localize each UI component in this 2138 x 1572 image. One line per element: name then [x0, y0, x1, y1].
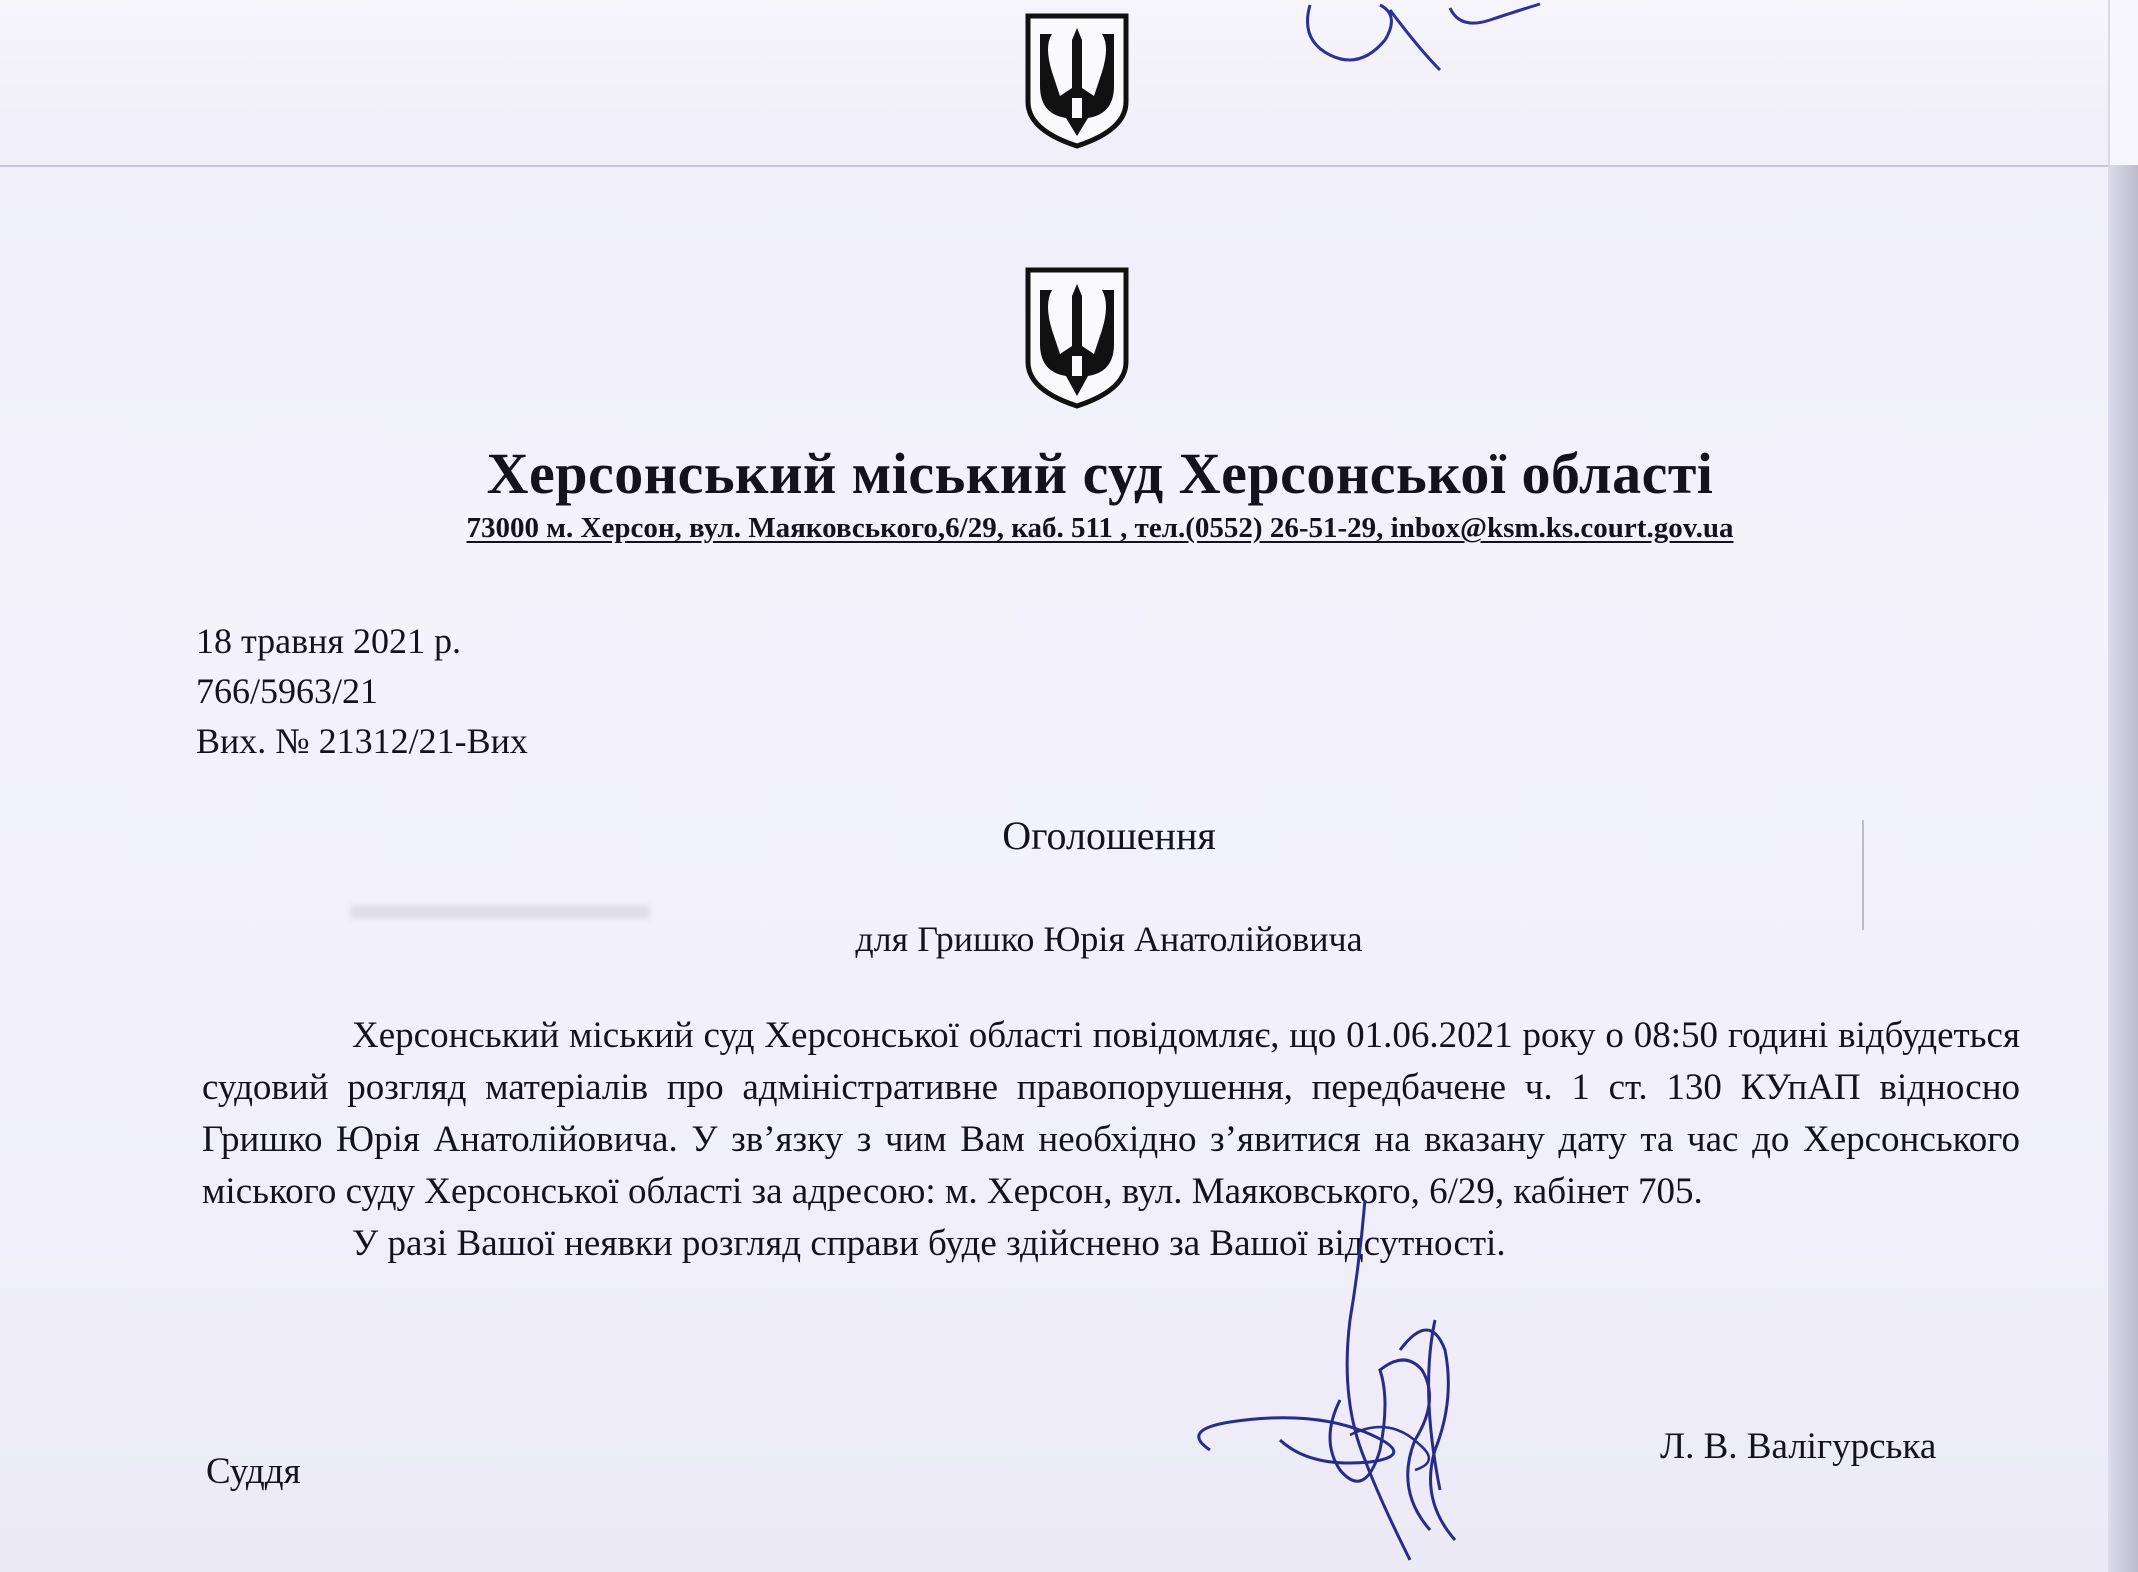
- smudge: [350, 905, 650, 919]
- document-heading: Оголошення: [1002, 813, 1216, 858]
- judge-name: Л. В. Валігурська: [1660, 1426, 1937, 1467]
- coat-of-arms-icon: [1022, 264, 1132, 412]
- case-number: 766/5963/21: [196, 671, 379, 711]
- coat-of-arms-icon-top: [1022, 10, 1132, 150]
- court-name: Херсонський міський суд Херсонської області: [486, 441, 1714, 506]
- notice-paragraph: Херсонський міський суд Херсонської області повідомляє, що 01.06.2021 року о 08:50 годині відбудеться судовий розгляд матеріалів про адміністративне правопорушення, передбачене ч. 1 ст. 130 КУпАП відносно Гришко Юрія Анатолійовича. У зв’язку з чим Вам необхідно з’явитися на вказану дату та час до Херсонського міського суду Херсонської області за адресою: м. Херсон, вул. Маяковського, 6/29, кабінет 705.: [202, 1015, 2020, 1212]
- notice-paragraph-absence: У разі Вашої неявки розгляд справи буде здійснено за Вашої відсутності.: [352, 1223, 1506, 1264]
- court-address: 73000 м. Херсон, вул. Маяковського,6/29, каб. 511 , тел.(0552) 26-51-29, inbox@ksm.ks.court.gov.ua: [466, 512, 1734, 544]
- judge-label: Суддя: [206, 1451, 301, 1492]
- handwritten-mark: [1290, 0, 1550, 80]
- page-edge: [2108, 0, 2138, 1572]
- addressee: для Гришко Юрія Анатолійовича: [855, 919, 1363, 959]
- judge-signature: [1190, 1200, 1530, 1570]
- show-through-text: [830, 670, 839, 708]
- outgoing-number: Вих. № 21312/21-Вих: [196, 721, 528, 761]
- page-edge-top: [2110, 0, 2138, 165]
- notice-body: [202, 1010, 2020, 1270]
- document-date: 18 травня 2021 р.: [196, 621, 461, 661]
